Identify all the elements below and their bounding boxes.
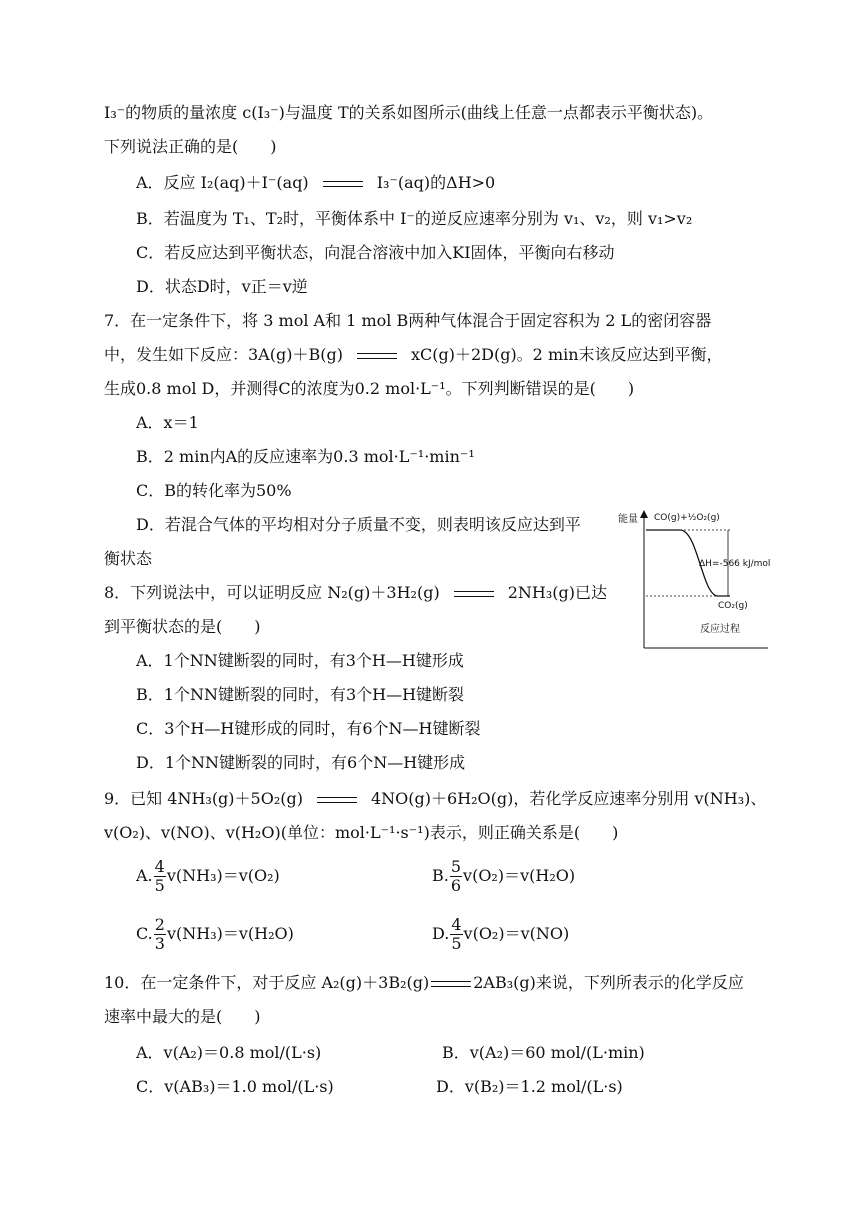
option-6d: D．状态D时，v正＝v逆 [136, 277, 308, 296]
numerator: 4 [154, 857, 165, 876]
option-6a [136, 172, 495, 194]
denominator: 6 [450, 876, 462, 895]
delta-h-label: ΔH=-566 kJ/mol [699, 559, 771, 569]
question-stem: 下列说法正确的是( ) [104, 137, 277, 156]
option-expr: v(NH₃)＝v(O₂) [166, 866, 280, 885]
x-axis-label: 反应过程 [700, 624, 740, 635]
stem-text: xC(g)＋2D(g)。2 min末该反应达到平衡， [410, 345, 723, 364]
question-10-stem [104, 972, 744, 994]
option-expr: v(O₂)＝v(NO) [463, 924, 570, 943]
stem-text: 2AB₃(g)来说，下列所表示的化学反应 [473, 973, 744, 992]
denominator: 5 [154, 876, 165, 895]
stem-text: 2NH₃(g)已达 [507, 583, 607, 602]
option-8c: C．3个H—H键形成的同时，有6个N—H键断裂 [136, 719, 481, 738]
question-8-stem [104, 582, 607, 604]
option-text: A．反应 I₂(aq)＋I⁻(aq) [136, 173, 309, 192]
stem-text: 8．下列说法中，可以证明反应 N₂(g)＋3H₂(g) [104, 583, 440, 602]
option-10a: A．v(A₂)＝0.8 mol/(L·s) [136, 1043, 322, 1062]
numerator: 2 [154, 915, 165, 934]
stem-text: 10．在一定条件下，对于反应 A₂(g)＋3B₂(g) [104, 973, 430, 992]
bottom-species-label: CO₂(g) [718, 601, 748, 611]
fraction [450, 858, 462, 895]
option-10c: C．v(AB₃)＝1.0 mol/(L·s) [136, 1077, 334, 1096]
option-9b [432, 858, 575, 895]
energy-diagram [618, 508, 778, 658]
denominator: 5 [451, 934, 462, 953]
equilibrium-arrow-icon [317, 794, 357, 806]
equilibrium-arrow-icon [431, 978, 471, 990]
option-expr: v(NH₃)＝v(H₂O) [166, 924, 294, 943]
stem-text: 4NO(g)＋6H₂O(g)，若化学反应速率分别用 v(NH₃)、 [370, 789, 767, 808]
question-7-stem: 7．在一定条件下，将 3 mol A和 1 mol B两种气体混合于固定容积为 2 L的密闭容器 [104, 311, 712, 330]
option-8b: B．1个NN键断裂的同时，有3个H—H键断裂 [136, 685, 465, 704]
question-9-stem: v(O₂)、v(NO)、v(H₂O)(单位：mol·L⁻¹·s⁻¹)表示，则正确关系是( ) [104, 823, 619, 842]
option-7c: C．B的转化率为50% [136, 481, 292, 500]
option-8a: A．1个NN键断裂的同时，有3个H—H键形成 [136, 651, 464, 670]
text-line: I₃⁻的物质的量浓度 c(I₃⁻)与温度 T的关系如图所示(曲线上任意一点都表示平衡状态)。 [104, 103, 714, 122]
option-label: C. [136, 924, 153, 943]
option-text: I₃⁻(aq)的ΔH>0 [376, 173, 496, 192]
option-expr: v(O₂)＝v(H₂O) [463, 866, 576, 885]
option-9d [432, 916, 569, 953]
option-label: B. [432, 866, 449, 885]
option-9c [136, 916, 294, 953]
fraction [154, 858, 166, 895]
option-7a: A．x＝1 [136, 413, 199, 432]
denominator: 3 [154, 934, 165, 953]
stem-text: 9．已知 4NH₃(g)＋5O₂(g) [104, 789, 303, 808]
fraction [450, 916, 462, 953]
option-8d: D．1个NN键断裂的同时，有6个N—H键形成 [136, 753, 466, 772]
option-7b: B．2 min内A的反应速率为0.3 mol·L⁻¹·min⁻¹ [136, 447, 475, 466]
question-8-stem: 到平衡状态的是( ) [104, 617, 261, 636]
question-7-stem [104, 344, 723, 366]
question-7-stem: 生成0.8 mol D，并测得C的浓度为0.2 mol·L⁻¹。下列判断错误的是( ) [104, 379, 635, 398]
option-7d: D．若混合气体的平均相对分子质量不变，则表明该反应达到平 [136, 515, 581, 534]
option-6c: C．若反应达到平衡状态，向混合溶液中加入KI固体，平衡向右移动 [136, 243, 615, 262]
equilibrium-arrow-icon [454, 588, 494, 600]
fraction [154, 916, 166, 953]
option-label: D. [432, 924, 450, 943]
option-7d-cont: 衡状态 [104, 549, 153, 568]
numerator: 5 [450, 857, 462, 876]
question-10-stem: 速率中最大的是( ) [104, 1007, 261, 1026]
option-10b: B．v(A₂)＝60 mol/(L·min) [442, 1043, 645, 1062]
numerator: 4 [451, 915, 462, 934]
equilibrium-arrow-icon [323, 178, 363, 190]
option-10d: D．v(B₂)＝1.2 mol/(L·s) [436, 1077, 623, 1096]
stem-text: 中，发生如下反应：3A(g)＋B(g) [104, 345, 343, 364]
y-axis-arrow-icon [640, 510, 648, 518]
equilibrium-arrow-icon [357, 350, 397, 362]
option-6b: B．若温度为 T₁、T₂时，平衡体系中 I⁻的逆反应速率分别为 v₁、v₂，则 v₁>v₂ [136, 209, 693, 228]
option-label: A. [136, 866, 153, 885]
top-species-label: CO(g)+½O₂(g) [654, 513, 720, 523]
question-9-stem [104, 788, 766, 810]
y-axis-label: 能量 [618, 514, 638, 525]
option-9a [136, 858, 280, 895]
